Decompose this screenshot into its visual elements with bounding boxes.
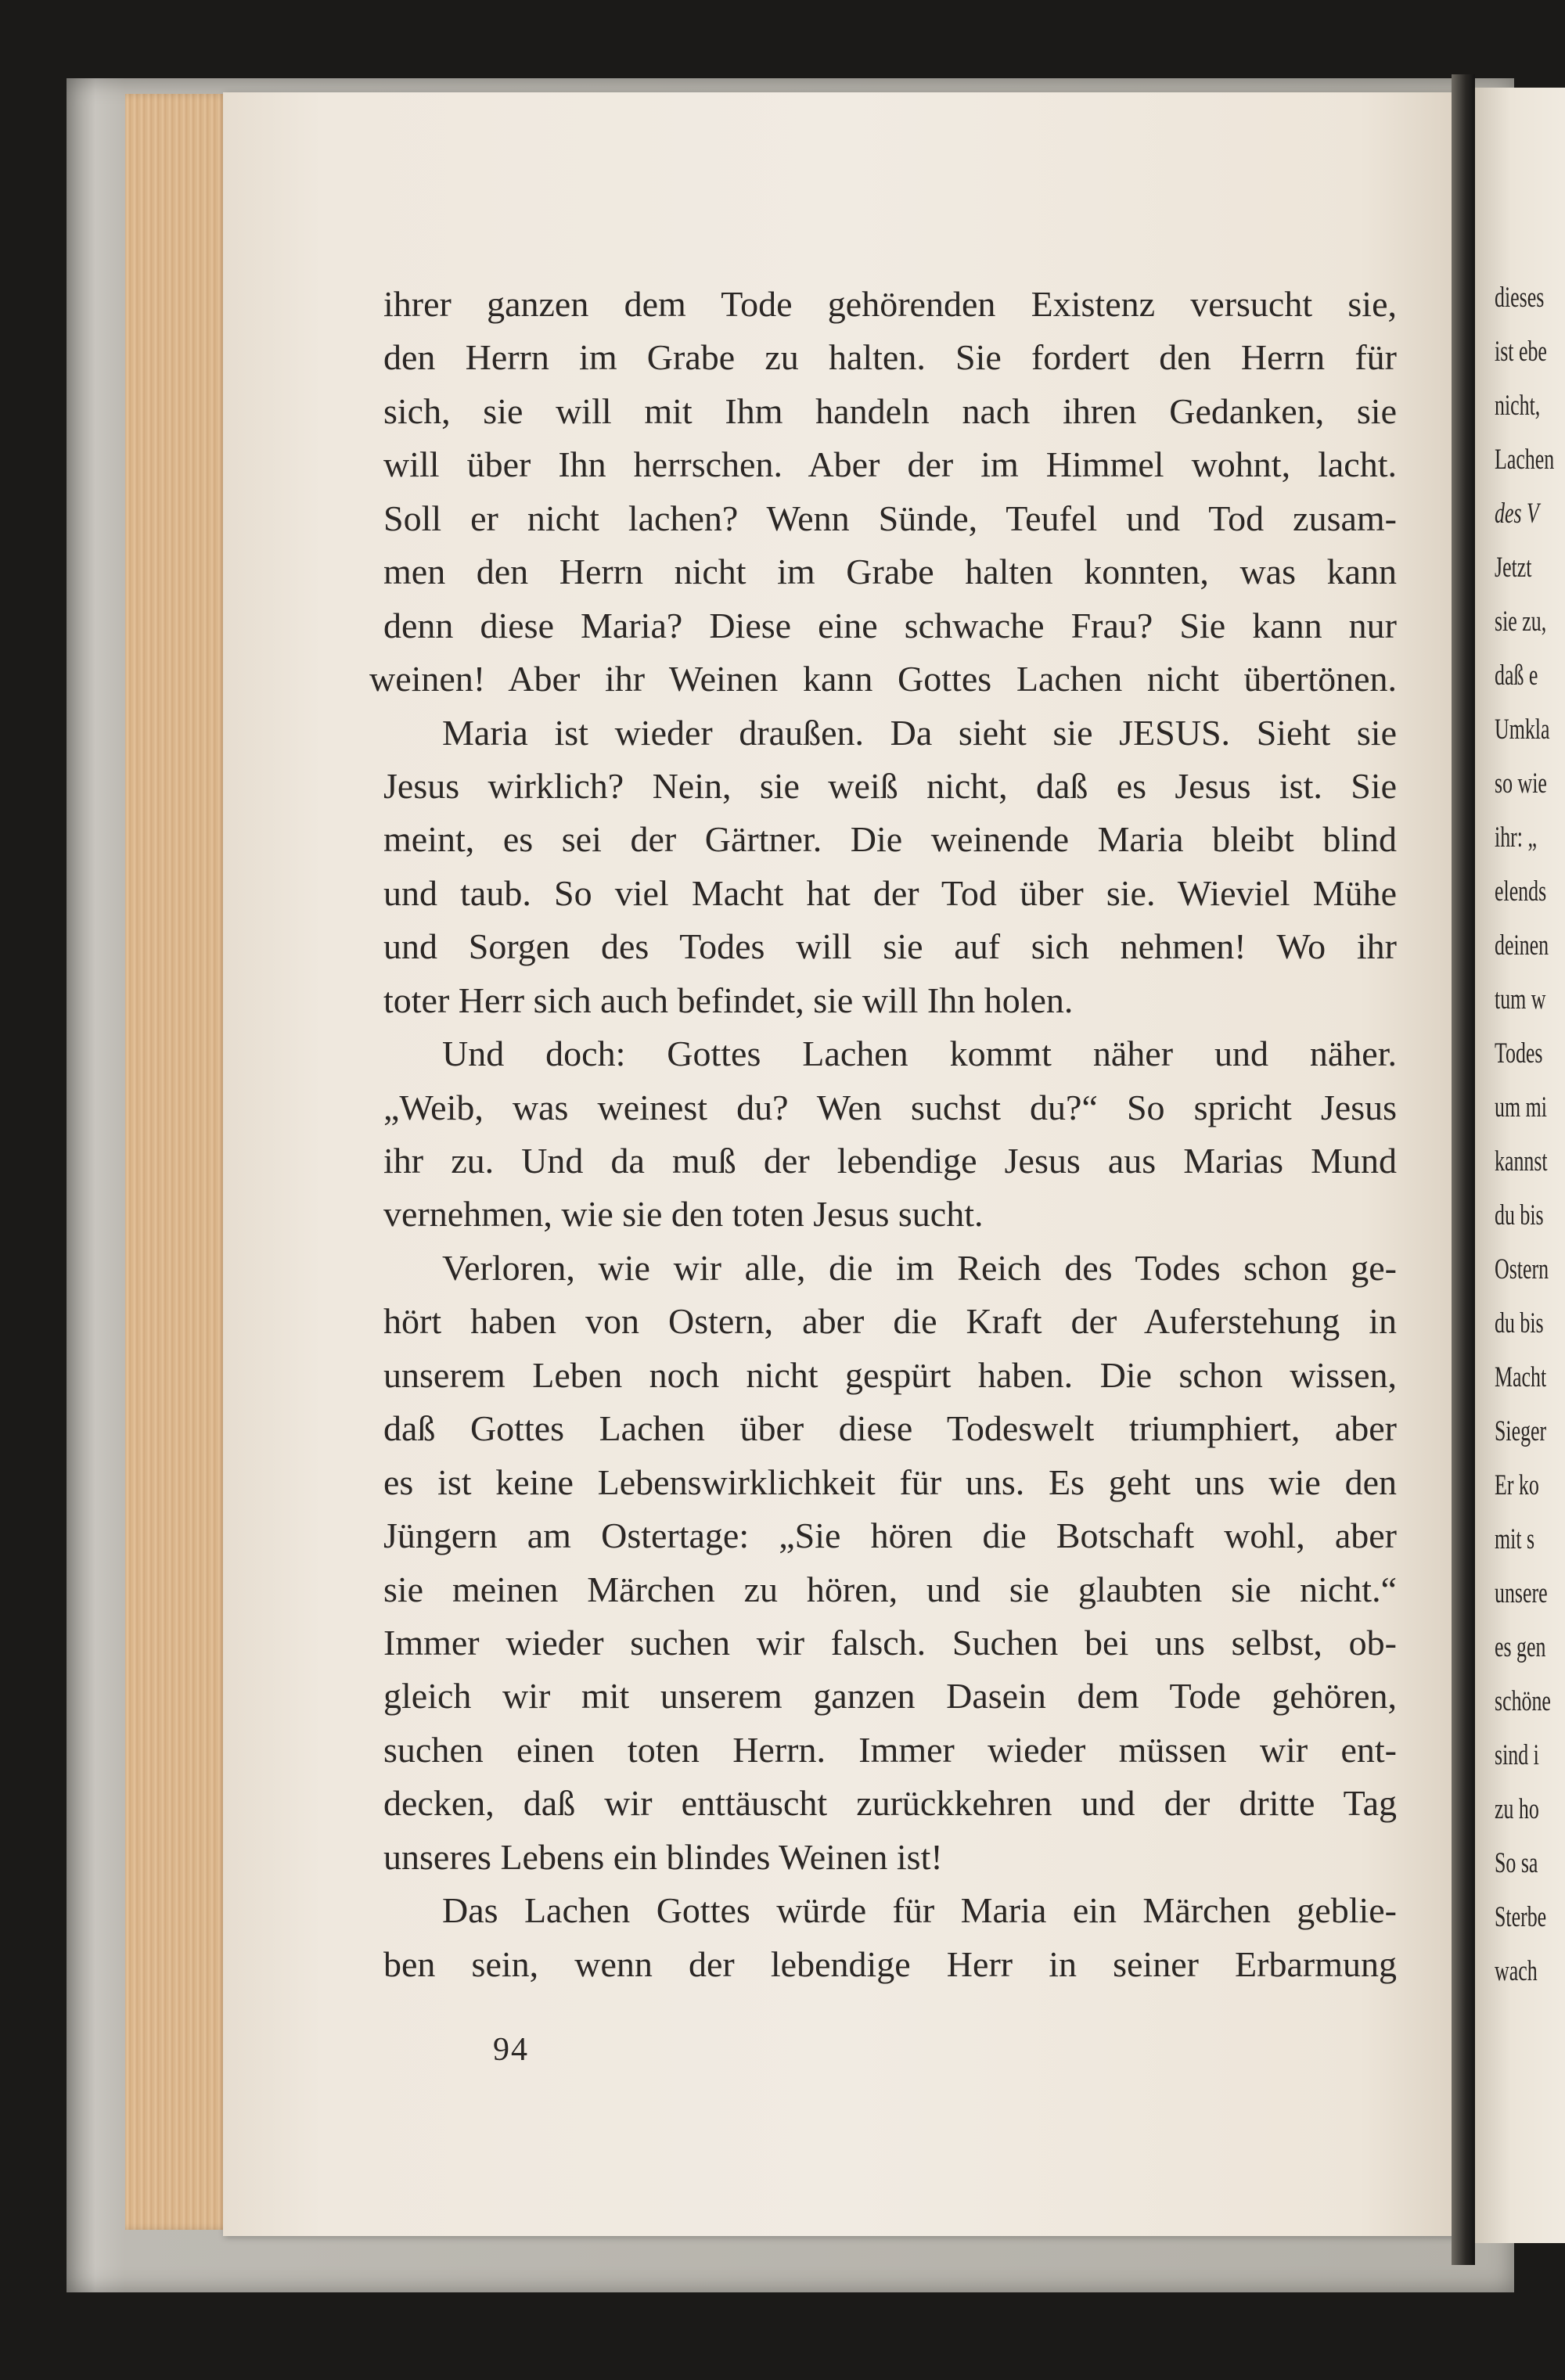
text-line: den Herrn im Grabe zu halten. Sie fordert den Herrn für [383,337,1397,378]
right-page-fragment: du bis [1495,1199,1544,1231]
text-line: und Sorgen des Todes will sie auf sich nehmen! Wo ihr [383,926,1397,967]
text-line: will über Ihn herrschen. Aber der im Himmel wohnt, lacht. [383,444,1397,485]
right-page-fragment: So sa [1495,1847,1538,1879]
page-number: 94 [493,2032,529,2068]
text-line: „Weib, was weinest du? Wen suchst du?“ So spricht Jesus [383,1087,1397,1127]
right-page-fragment: elends [1495,875,1547,908]
text-line: meint, es sei der Gärtner. Die weinende Maria bleibt blind [383,819,1397,860]
right-page-fragment: dieses [1495,282,1545,314]
text-line: Jesus wirklich? Nein, sie weiß nicht, daß es Jesus ist. Sie [383,765,1397,806]
text-line: hört haben von Ostern, aber die Kraft der Auferstehung in [383,1301,1397,1342]
paragraph-first-line: Das Lachen Gottes würde für Maria ein Märchen geblie- [442,1890,1397,1931]
right-page-fragment: Ostern [1495,1253,1549,1285]
right-page-fragment: kannst [1495,1145,1548,1177]
right-page-fragment: ihr: „ [1495,821,1537,854]
text-line: sich, sie will mit Ihm handeln nach ihren Gedanken, sie [383,390,1397,431]
text-line: daß Gottes Lachen über diese Todeswelt triumphiert, aber [383,1408,1397,1449]
right-page-fragment: Er ko [1495,1469,1539,1501]
right-page-fragment: so wie [1495,768,1547,800]
right-page-fragment: um mi [1495,1091,1547,1123]
right-page-fragment: wach [1495,1955,1538,1987]
text-line: und taub. So viel Macht hat der Tod über sie. Wieviel Mühe [383,872,1397,913]
text-line: Immer wieder suchen wir falsch. Suchen bei uns selbst, ob- [383,1622,1397,1663]
right-page-fragment: zu ho [1495,1793,1539,1825]
text-line: ben sein, wenn der lebendige Herr in seiner Erbarmung [383,1943,1397,1984]
right-page-fragment: des V [1495,498,1539,530]
text-line: toter Herr sich auch befindet, sie will Ihn holen. [383,980,1074,1020]
text-line: decken, daß wir enttäuscht zurückkehren und der dritte Tag [383,1783,1397,1824]
text-line: suchen einen toten Herrn. Immer wieder müssen wir ent- [383,1729,1397,1770]
right-page-fragment: sie zu, [1495,606,1547,638]
right-page-fragment: es gen [1495,1631,1546,1663]
right-page-fragment: nicht, [1495,390,1541,422]
right-page-fragment: Todes [1495,1037,1543,1070]
text-line: weinen! Aber ihr Weinen kann Gottes Lachen nicht übertönen. [369,659,1397,699]
right-page-fragment: Macht [1495,1361,1547,1393]
right-page-fragment: Sieger [1495,1415,1547,1447]
right-page-fragment: Sterbe [1495,1901,1547,1933]
text-line: gleich wir mit unserem ganzen Dasein dem Tode gehören, [383,1676,1397,1717]
text-line: men den Herrn nicht im Grabe halten konnten, was kann [383,552,1397,592]
right-page-fragment: daß e [1495,660,1538,692]
right-page-fragment: Umkla [1495,714,1550,746]
right-page-fragment: ist ebe [1495,336,1547,368]
text-line: denn diese Maria? Diese eine schwache Frau? Sie kann nur [383,605,1397,645]
text-line: vernehmen, wie sie den toten Jesus sucht. [383,1194,984,1235]
right-page-fragment: Jetzt [1495,552,1532,584]
right-page-fragment: sind i [1495,1739,1539,1771]
right-page-fragment: schöne [1495,1685,1551,1717]
right-page-fragment: mit s [1495,1523,1535,1555]
text-line: ihrer ganzen dem Tode gehörenden Existenz versucht sie, [383,284,1397,324]
text-line: es ist keine Lebenswirklichkeit für uns. Es geht uns wie den [383,1461,1397,1502]
paragraph-first-line: Verloren, wie wir alle, die im Reich des Todes schon ge- [442,1247,1397,1288]
right-page-fragment: deinen [1495,929,1549,962]
left-page-text [369,278,1397,1991]
text-line: unserem Leben noch nicht gespürt haben. Die schon wissen, [383,1354,1397,1395]
text-line: Soll er nicht lachen? Wenn Sünde, Teufel und Tod zusam- [383,498,1397,538]
text-line: unseres Lebens ein blindes Weinen ist! [383,1836,943,1877]
page-edges [125,94,235,2230]
text-line: sie meinen Märchen zu hören, und sie glaubten sie nicht.“ [383,1569,1397,1609]
text-line: ihr zu. Und da muß der lebendige Jesus aus Marias Mund [383,1141,1397,1181]
book-gutter [1452,74,1475,2265]
right-page-fragment: tum w [1495,983,1546,1016]
paragraph-first-line: Maria ist wieder draußen. Da sieht sie JESUS. Sieht sie [442,712,1397,753]
right-page-fragment: unsere [1495,1577,1548,1609]
paragraph-first-line: Und doch: Gottes Lachen kommt näher und näher. [442,1034,1397,1074]
right-page-fragment: du bis [1495,1307,1544,1339]
right-page-fragment: Lachen [1495,444,1555,476]
right-page [1475,88,1565,2243]
text-line: Jüngern am Ostertage: „Sie hören die Botschaft wohl, aber [383,1515,1397,1556]
